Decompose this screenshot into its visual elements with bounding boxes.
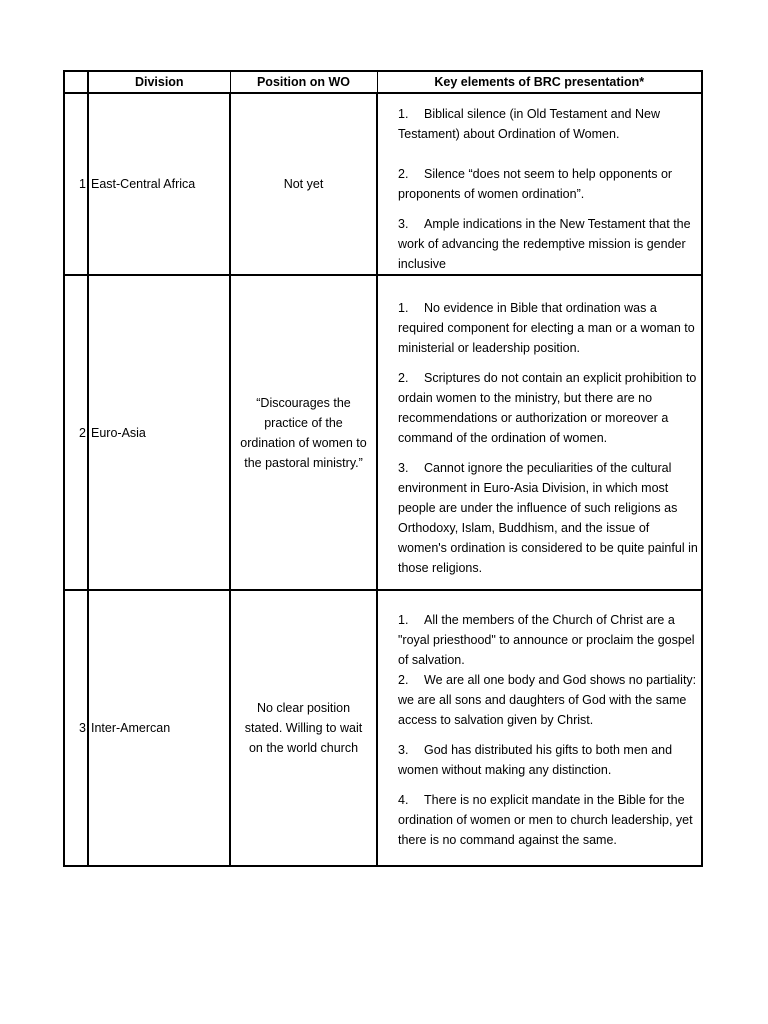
- key-point: [398, 740, 699, 780]
- division-name: Inter-Amercan: [88, 590, 230, 866]
- ordination-positions-table: [63, 70, 703, 867]
- position-on-wo: “Discourages the practice of the ordination of women to the pastoral ministry.”: [230, 275, 377, 590]
- key-point-number: 4.: [398, 793, 409, 807]
- position-on-wo: Not yet: [230, 93, 377, 275]
- header-key-elements: Key elements of BRC presentation*: [377, 71, 702, 93]
- division-name: East-Central Africa: [88, 93, 230, 275]
- key-point-number: 3.: [398, 743, 409, 757]
- row-number: 2: [64, 275, 88, 590]
- header-division: Division: [88, 71, 230, 93]
- key-point-text: There is no explicit mandate in the Bible for the ordination of women or men to church leadership, yet there is no command against the same.: [398, 793, 693, 847]
- table-row: [64, 590, 702, 866]
- table-row: [64, 93, 702, 275]
- key-point-text: All the members of the Church of Christ are a "royal priesthood" to announce or proclaim the gospel of salvation.: [398, 613, 695, 667]
- key-point-number: 1.: [398, 300, 409, 315]
- key-point: [398, 214, 699, 274]
- header-position: Position on WO: [230, 71, 377, 93]
- row-number: 1: [64, 93, 88, 275]
- key-point-text: Scriptures do not contain an explicit prohibition to ordain women to the ministry, but there are no recommendations or authorization or moreover a command of the ordination of women.: [398, 370, 697, 445]
- key-point-text: No evidence in Bible that ordination was a required component for electing a man or a woman to ministerial or leadership position.: [398, 300, 695, 355]
- division-name: Euro-Asia: [88, 275, 230, 590]
- key-point-number: 2.: [398, 673, 409, 687]
- key-point-number: 1.: [398, 613, 409, 627]
- key-point-number: 2.: [398, 370, 409, 385]
- key-point: [398, 104, 699, 144]
- key-point-text: We are all one body and God shows no partiality: we are all sons and daughters of God with the same access to salvation given by Christ.: [398, 673, 697, 727]
- key-point-text: Silence “does not seem to help opponents or proponents of women ordination”.: [398, 167, 673, 201]
- key-point: [398, 670, 699, 730]
- position-on-wo: No clear position stated. Willing to wait on the world church: [230, 590, 377, 866]
- key-elements-cell: [377, 590, 702, 866]
- key-point-number: 3.: [398, 217, 409, 231]
- key-point-number: 2.: [398, 167, 409, 181]
- key-elements-cell: [377, 93, 702, 275]
- header-number: [64, 71, 88, 93]
- key-point-text: Cannot ignore the peculiarities of the cultural environment in Euro-Asia Division, in which most people are under the influence of such religions as Orthodoxy, Islam, Buddhism, and the issue of women's ordination is considered to be quite painful in those religions.: [398, 460, 698, 575]
- key-point-text: Ample indications in the New Testament that the work of advancing the redemptive mission is gender inclusive: [398, 217, 691, 271]
- table-row: [64, 275, 702, 590]
- key-point: [398, 610, 699, 670]
- key-point: [398, 790, 699, 850]
- key-point-text: Biblical silence (in Old Testament and New Testament) about Ordination of Women.: [398, 107, 660, 141]
- key-point-number: 1.: [398, 107, 409, 121]
- key-point: [398, 368, 699, 448]
- key-point-text: God has distributed his gifts to both men and women without making any distinction.: [398, 743, 673, 777]
- key-elements-cell: [377, 275, 702, 590]
- key-point-number: 3.: [398, 460, 409, 475]
- key-point: [398, 298, 699, 358]
- key-point: [398, 458, 699, 578]
- key-point: [398, 164, 699, 204]
- table-header-row: [64, 71, 702, 93]
- row-number: 3: [64, 590, 88, 866]
